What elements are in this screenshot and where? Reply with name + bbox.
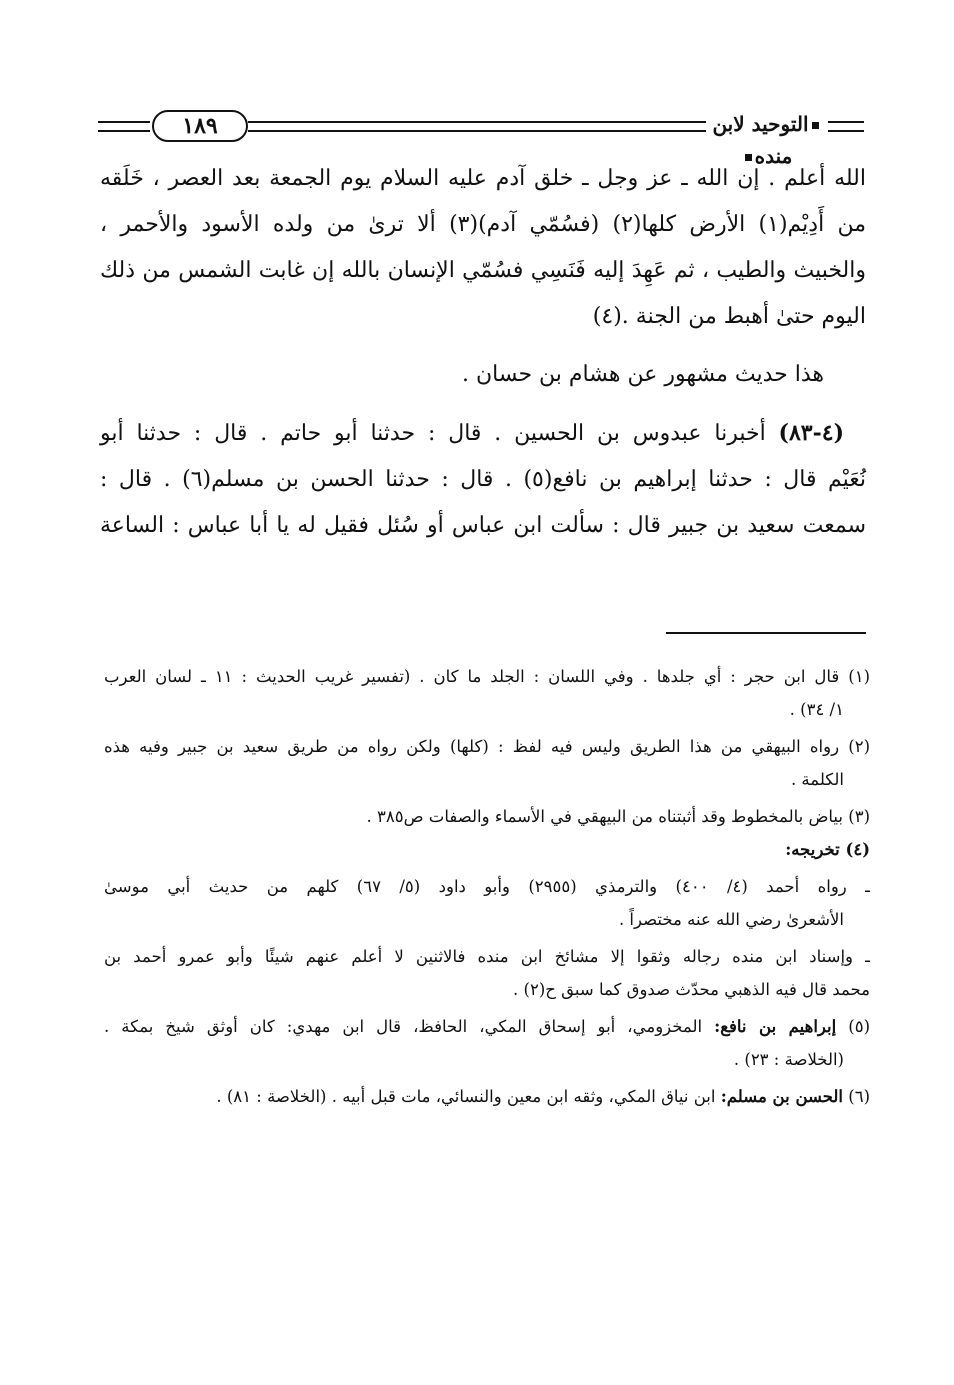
footnote-6 <box>104 1080 870 1113</box>
footnote-5-text: المخزومي، أبو إسحاق المكي، الحافظ، قال ابن مهدي: كان أوثق شيخ بمكة . <box>104 1017 703 1036</box>
text-line: من أَدِيْم(١) الأرض كلها(٢) (فسُمّي آدم)(٣) ألا ترىٰ من ولده الأسود والأحمر ، <box>100 212 867 237</box>
hadith-line <box>100 410 866 457</box>
footnote-5-cont: (الخلاصة : ٢٣) . <box>733 1050 844 1069</box>
footnote-2: (٢) رواه البيهقي من هذا الطريق وليس فيه لفظ : (كلها) ولكن رواه من طريق سعيد بن جبير وفيه هذه <box>104 737 870 756</box>
footnote-3: (٣) بياض بالمخطوط وقد أثبتناه من البيهقي في الأسماء والصفات ص٣٨٥ . <box>366 807 870 826</box>
footnote-1: (١) قال ابن حجر : أي جلدها . وفي اللسان : الجلد ما كان . (تفسير غريب الحديث : ١١ ـ لسان العرب <box>104 667 871 686</box>
header-rule-left <box>98 121 150 132</box>
footnote-4b: ـ وإسناد ابن منده رجاله وثقوا إلا مشائخ ابن منده فالاثنين لا أعلم عنهم شيئًا وأبو عمرو أحمد بن <box>104 947 870 966</box>
text-line: سمعت سعيد بن جبير قال : سألت ابن عباس أو سُئل فقيل له يا أبا عباس : الساعة <box>100 513 866 538</box>
page-number: ١٨٩ <box>152 110 248 142</box>
footnote-5-name: إبراهيم بن نافع: <box>714 1017 837 1036</box>
footnotes <box>104 660 870 1113</box>
hadith-text: أخبرنا عبدوس بن الحسين . قال : حدثنا أبو حاتم . قال : حدثنا أبو <box>100 421 766 446</box>
text-line: نُعَيْم قال : حدثنا إبراهيم بن نافع(٥) . قال : حدثنا الحسن بن مسلم(٦) . قال : <box>100 467 867 492</box>
footnote-4b-cont: محمد قال فيه الذهبي محدّث صدوق كما سبق ح(٢) . <box>513 980 870 999</box>
header-rule-middle <box>248 121 706 132</box>
footnote-4-label: (٤) تخريجه: <box>785 840 870 859</box>
footnote-6-text: ابن نياق المكي، وثقه ابن معين والنسائي، مات قبل أبيه . (الخلاصة : ٨١) . <box>216 1087 716 1106</box>
footnote-6-number: (٦) <box>848 1087 870 1106</box>
running-title-text: التوحيد لابن منده <box>712 112 809 168</box>
text-line: هذا حديث مشهور عن هشام بن حسان . <box>461 362 824 387</box>
footnote-1-cont: ١/ ٣٤) . <box>789 700 844 719</box>
footnote-5 <box>104 1010 870 1043</box>
footnote-5-number: (٥) <box>848 1017 870 1036</box>
square-bullet-icon <box>812 122 819 129</box>
footnote-4a: ـ رواه أحمد (٤/ ٤٠٠) والترمذي (٢٩٥٥) وأبو داود (٥/ ٦٧) كلهم من حديث أبي موسىٰ <box>104 877 870 896</box>
text-line: الله أعلم . إن الله ـ عز وجل ـ خلق آدم عليه السلام يوم الجمعة بعد العصر ، خَلَقه <box>100 166 866 191</box>
footnote-rule <box>666 632 866 634</box>
footnote-6-name: الحسن بن مسلم: <box>720 1087 843 1106</box>
footnote-4a-cont: الأشعرىٰ رضي الله عنه مختصراً . <box>618 910 844 929</box>
text-line: والخبيث والطيب ، ثم عَهِدَ إليه فَنَسِي فسُمّي الإنسان بالله إن غابت الشمس من ذلك <box>100 258 866 283</box>
header-rule-right <box>828 121 864 132</box>
text-line: اليوم حتىٰ أهبط من الجنة .(٤) <box>592 304 866 329</box>
footnote-2-cont: الكلمة . <box>790 770 844 789</box>
hadith-number: (٤-٨٣) <box>778 420 844 446</box>
main-text <box>100 156 866 549</box>
page-header <box>98 104 864 168</box>
